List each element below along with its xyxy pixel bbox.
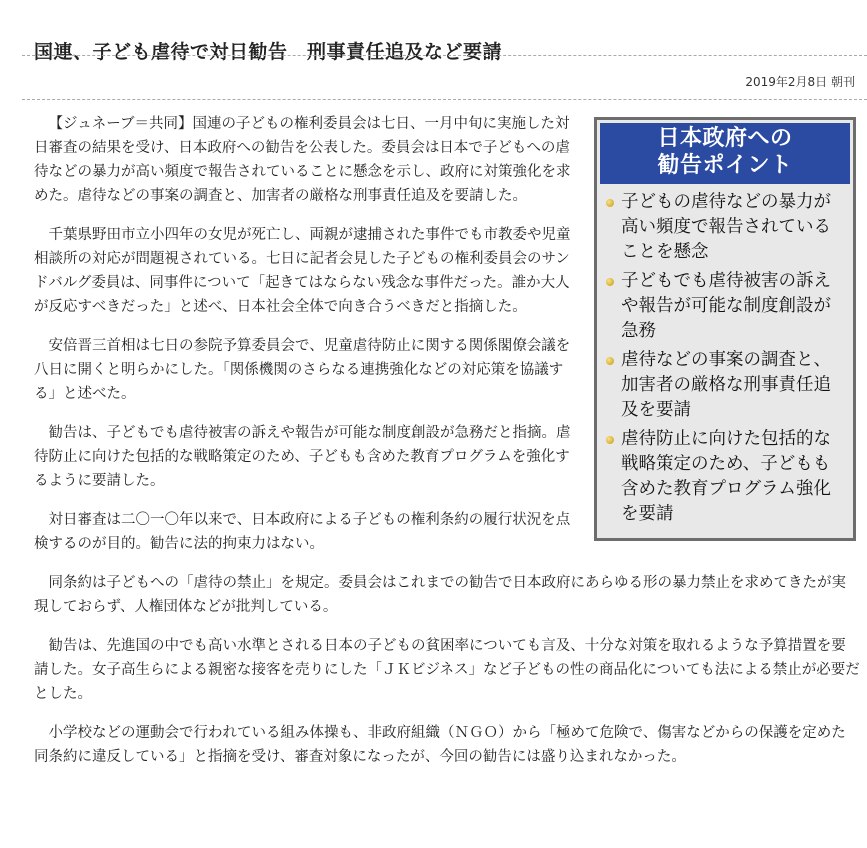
article-paragraph: 同条約は子どもへの「虐待の禁止」を規定。委員会はこれまでの勧告で日本政府にあらゆる形の暴力禁止を求めてきたが実現しておらず、人権団体などが批判している。	[34, 575, 846, 615]
point-item	[604, 348, 846, 423]
points-box-heading-line1: 日本政府への	[657, 126, 793, 151]
point-text: 子どもの虐待などの暴力が高い頻度で報告されていることを懸念	[621, 192, 831, 262]
date-divider	[22, 99, 867, 100]
bullet-icon	[606, 278, 614, 286]
article-paragraph: 千葉県野田市立小四年の女児が死亡し、両親が逮捕された事件でも市教委や児童相談所の対応が問題視されている。七日に記者会見した子どもの権利委員会のサンドバルグ委員は、同事件について「起きてはならない残念な事件だった。誰か大人が反応すべきだった」と述べ、日本社会全体で向き合うべきだと指摘した。	[34, 227, 571, 315]
title-divider	[22, 55, 867, 56]
point-item	[604, 269, 846, 344]
publish-date: 2019年2月8日 朝刊	[745, 75, 855, 89]
points-list	[600, 184, 850, 535]
points-box-heading	[600, 123, 850, 184]
article-paragraph: 安倍晋三首相は七日の参院予算委員会で、児童虐待防止に関する関係閣僚会議を八日に開くと明らかにした。「関係機関のさらなる連携強化などの対応策を協議する」と述べた。	[34, 338, 571, 402]
article-paragraph: 勧告は、子どもでも虐待被害の訴えや報告が可能な制度創設が急務だと指摘。虐待防止に向けた包括的な戦略策定のため、子どもも含めた教育プログラムを強化するように要請した。	[34, 425, 571, 489]
point-item	[604, 190, 846, 265]
point-item	[604, 427, 846, 527]
article-paragraph: 【ジュネーブ＝共同】国連の子どもの権利委員会は七日、一月中旬に実施した対日審査の結果を受け、日本政府への勧告を公表した。委員会は日本で子どもへの虐待などの暴力が高い頻度で報告されていることに懸念を示し、政府に対策強化を求めた。虐待などの事案の調査と、加害者の厳格な刑事責任追及を要請した。	[34, 116, 571, 204]
bullet-icon	[606, 357, 614, 365]
article-title: 国連、子ども虐待で対日勧告 刑事責任追及など要請	[34, 40, 503, 63]
recommendation-points-box	[594, 117, 856, 541]
bullet-icon	[606, 436, 614, 444]
point-text: 虐待などの事案の調査と、加害者の厳格な刑事責任追及を要請	[621, 350, 831, 420]
article-paragraph: 対日審査は二〇一〇年以来で、日本政府による子どもの権利条約の履行状況を点検するのが目的。勧告に法的拘束力はない。	[34, 512, 571, 552]
point-text: 虐待防止に向けた包括的な戦略策定のため、子どもも含めた教育プログラム強化を要請	[621, 429, 831, 524]
points-box-heading-line2: 勧告ポイント	[657, 153, 793, 178]
bullet-icon	[606, 199, 614, 207]
point-text: 子どもでも虐待被害の訴えや報告が可能な制度創設が急務	[621, 271, 831, 341]
article-paragraph: 勧告は、先進国の中でも高い水準とされる日本の子どもの貧困率についても言及、十分な対策を取れるような予算措置を要請した。女子高生らによる親密な接客を売りにした「ＪＫビジネス」など子どもの性の商品化についても法による禁止が必要だとした。	[34, 638, 860, 702]
article-body	[34, 112, 860, 784]
article-paragraph: 小学校などの運動会で行われている組み体操も、非政府組織（ＮＧＯ）から「極めて危険で、傷害などからの保護を定めた同条約に違反している」と指摘を受け、審査対象になったが、今回の勧告には盛り込まれなかった。	[34, 725, 846, 765]
